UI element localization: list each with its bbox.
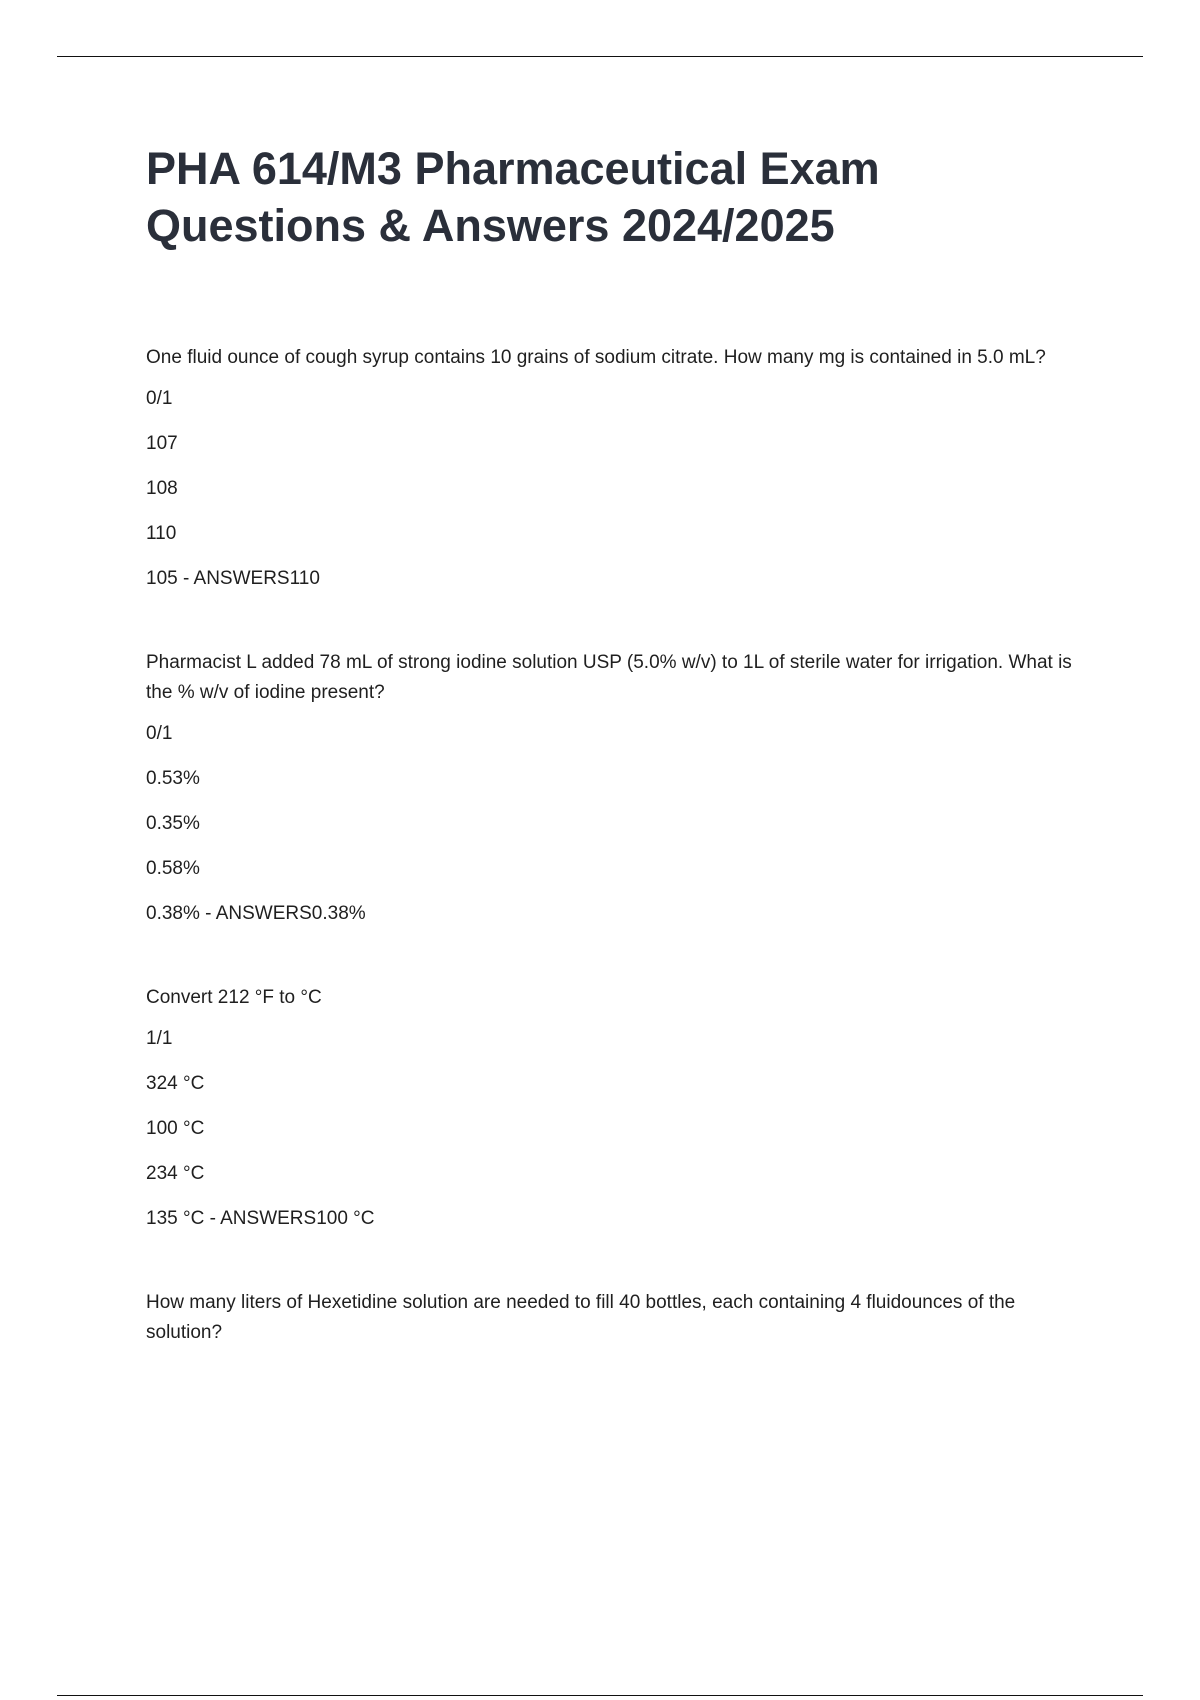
question-text: Convert 212 °F to °C [146,987,322,1008]
answer-option: 0.35% [146,813,200,834]
document-title [146,140,1086,254]
question-4 [146,1288,1086,1348]
answer-option: 110 [146,523,177,544]
answer-option: 100 °C [146,1118,205,1139]
answer-option: 234 °C [146,1163,205,1184]
answer-option: 324 °C [146,1073,205,1094]
question-2 [146,648,1086,926]
answer-option-with-answer: 105 - ANSWERS110 [146,568,320,589]
title-line-1: PHA 614/M3 Pharmaceutical Exam [146,143,880,194]
question-score: 0/1 [146,723,173,744]
answer-option-with-answer: 135 °C - ANSWERS100 °C [146,1208,375,1229]
answer-option: 107 [146,433,178,454]
question-3 [146,983,1086,1231]
answer-option-with-answer: 0.38% - ANSWERS0.38% [146,903,366,924]
answer-option: 0.58% [146,858,200,879]
question-1 [146,343,1086,591]
question-score: 1/1 [146,1028,173,1049]
question-text: Pharmacist L added 78 mL of strong iodine solution USP (5.0% w/v) to 1L of sterile water for irrigation. What is the % w/v of iodine present? [146,652,1072,703]
question-list [146,343,1086,1348]
bottom-rule [57,1695,1143,1696]
document-content [146,140,1086,1405]
top-rule [57,56,1143,57]
title-line-2: Questions & Answers 2024/2025 [146,200,835,251]
question-text: How many liters of Hexetidine solution are needed to fill 40 bottles, each containing 4 fluidounces of the solution? [146,1292,1016,1343]
answer-option: 0.53% [146,768,200,789]
question-score: 0/1 [146,388,173,409]
answer-option: 108 [146,478,178,499]
question-text: One fluid ounce of cough syrup contains 10 grains of sodium citrate. How many mg is contained in 5.0 mL? [146,347,1046,368]
